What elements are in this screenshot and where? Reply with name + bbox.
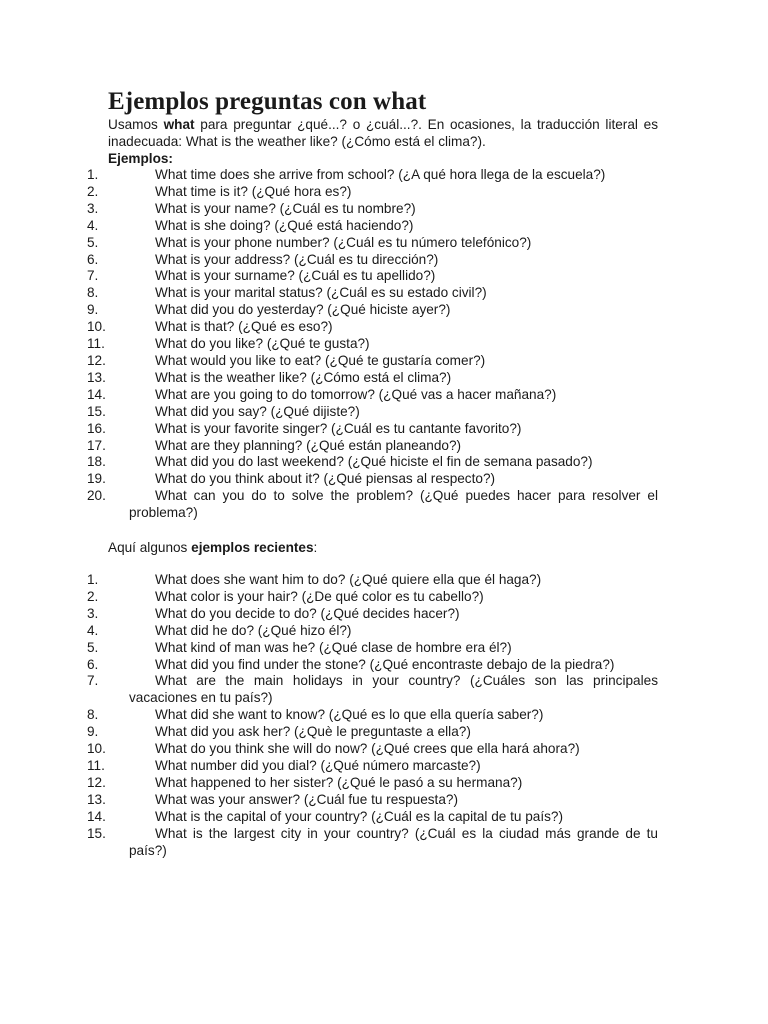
list-item <box>87 656 658 674</box>
list-item-number: 8. <box>87 707 99 723</box>
list-item-text: What did you find under the stone? (¿Qué encontraste debajo de la piedra?) <box>155 656 615 672</box>
list-item <box>87 386 658 404</box>
list-item-number: 11. <box>87 758 105 773</box>
list-item-text: What do you think about it? (¿Qué piensas al respecto?) <box>155 471 496 487</box>
intro-bold-what: what <box>163 117 195 132</box>
recent-text-start: Aquí algunos <box>108 540 192 556</box>
examples-list <box>87 167 658 522</box>
list-item-text: What is your address? (¿Cuál es tu dirección?) <box>155 251 439 267</box>
recent-text-end: : <box>313 540 318 556</box>
list-item <box>87 251 658 269</box>
list-item <box>87 639 658 657</box>
list-item <box>87 319 658 336</box>
list-item-number: 9. <box>87 302 99 318</box>
list-item-text: What do you think she will do now? (¿Qué crees que ella hará ahora?) <box>155 741 580 757</box>
list-item-text: What is the weather like? (¿Cómo está el clima?) <box>155 369 452 385</box>
list-item-number: 10. <box>87 319 106 335</box>
list-item-number: 15. <box>87 825 106 841</box>
list-item-text: What do you like? (¿Qué te gusta?) <box>155 336 370 352</box>
examples-heading: Ejemplos: <box>108 151 173 166</box>
list-item-number: 10. <box>87 741 106 757</box>
list-item-number: 13. <box>87 369 106 385</box>
list-item-number: 5. <box>87 639 99 655</box>
intro-paragraph <box>108 116 658 150</box>
list-item-text: What time is it? (¿Qué hora es?) <box>155 183 352 199</box>
recent-bold: ejemplos recientes <box>191 540 314 556</box>
list-item-number: 8. <box>87 285 99 301</box>
list-item-text: What is your favorite singer? (¿Cuál es tu cantante favorito?) <box>155 420 522 436</box>
list-item <box>87 336 658 353</box>
list-item <box>87 572 658 589</box>
list-item-text: What did you ask her? (¿Què le preguntaste a ella?) <box>155 724 471 740</box>
list-item-text: What is the capital of your country? (¿Cuál es la capital de tu país?) <box>155 808 564 824</box>
list-item <box>87 437 658 455</box>
list-item-text: What did you say? (¿Qué dijiste?) <box>155 403 360 419</box>
list-item <box>87 707 658 724</box>
list-item-number: 12. <box>87 774 106 790</box>
list-item-text: What was your answer? (¿Cuál fue tu respuesta?) <box>155 791 458 807</box>
list-item <box>87 200 658 218</box>
list-item-number: 5. <box>87 234 99 250</box>
list-item <box>87 302 658 319</box>
list-item-text: What happened to her sister? (¿Qué le pasó a su hermana?) <box>155 774 523 790</box>
list-item <box>87 352 658 370</box>
list-item <box>87 234 658 252</box>
list-item-number: 1. <box>87 167 99 182</box>
list-item-number: 6. <box>87 656 99 672</box>
list-item-text: What is your marital status? (¿Cuál es su estado civil?) <box>155 285 487 301</box>
list-item-text: What is your phone number? (¿Cuál es tu número telefónico?) <box>155 234 532 250</box>
list-item-number: 7. <box>87 268 99 284</box>
intro-text-start: Usamos <box>108 117 164 132</box>
list-item-text: What did you do yesterday? (¿Qué hiciste ayer?) <box>155 302 451 318</box>
list-item-text: What does she want him to do? (¿Qué quiere ella que él haga?) <box>155 572 542 588</box>
list-item-number: 2. <box>87 183 99 199</box>
list-item-number: 15. <box>87 403 106 419</box>
list-item <box>87 285 658 302</box>
list-item-number: 4. <box>87 622 99 638</box>
list-item-text: What did he do? (¿Qué hizo él?) <box>155 622 352 638</box>
list-item-text: What would you like to eat? (¿Qué te gustaría comer?) <box>155 352 486 368</box>
list-item-number: 6. <box>87 251 99 267</box>
list-item <box>87 454 658 471</box>
list-item <box>87 588 658 606</box>
list-item <box>87 673 658 707</box>
list-item-text: What is that? (¿Qué es eso?) <box>155 319 333 335</box>
list-item <box>87 167 658 184</box>
list-item-text: What color is your hair? (¿De qué color es tu cabello?) <box>155 588 484 604</box>
list-item-text: What is your surname? (¿Cuál es tu apellido?) <box>155 268 436 284</box>
list-item-number: 16. <box>87 420 106 436</box>
list-item-number: 18. <box>87 454 106 470</box>
list-item <box>87 758 658 775</box>
list-item-number: 12. <box>87 352 106 368</box>
list-item-number: 3. <box>87 200 99 216</box>
list-item-number: 2. <box>87 588 99 604</box>
list-item-number: 17. <box>87 437 106 453</box>
page-title: Ejemplos preguntas con what <box>108 88 427 115</box>
list-item-number: 9. <box>87 724 99 740</box>
intro-text-rest: para preguntar ¿qué...? o ¿cuál...?. En ocasiones, la traducción literal es inadecuada: What is the weather like? (¿Cómo está el clima?). <box>108 117 658 149</box>
list-item <box>87 268 658 285</box>
list-item-text: What are they planning? (¿Qué están planeando?) <box>155 437 462 453</box>
list-item-text: What time does she arrive from school? (¿A qué hora llega de la escuela?) <box>155 167 606 182</box>
list-item-text: What is the largest city in your country? (¿Cuál es la ciudad más grande de tu país?) <box>129 825 658 858</box>
list-item <box>87 825 658 860</box>
list-item <box>87 471 658 488</box>
list-item-text: What did you do last weekend? (¿Qué hiciste el fin de semana pasado?) <box>155 454 593 470</box>
list-item-text: What can you do to solve the problem? (¿Qué puedes hacer para resolver el problema?) <box>129 488 658 521</box>
list-item <box>87 403 658 421</box>
list-item-number: 4. <box>87 217 99 233</box>
list-item <box>87 791 658 809</box>
list-item <box>87 622 658 640</box>
list-item <box>87 741 658 758</box>
list-item-text: What did she want to know? (¿Qué es lo que ella quería saber?) <box>155 707 544 723</box>
list-item-number: 11. <box>87 336 105 352</box>
list-item-number: 1. <box>87 572 99 588</box>
recent-examples-list <box>87 572 658 859</box>
list-item-text: What are the main holidays in your country? (¿Cuáles son las principales vacaciones en tu país?) <box>129 673 658 706</box>
list-item-text: What is she doing? (¿Qué está haciendo?) <box>155 217 414 233</box>
list-item <box>87 605 658 623</box>
list-item-number: 7. <box>87 673 99 689</box>
list-item-number: 14. <box>87 386 106 402</box>
list-item-text: What number did you dial? (¿Qué número marcaste?) <box>155 758 481 773</box>
list-item-number: 14. <box>87 808 106 824</box>
list-item <box>87 369 658 387</box>
list-item-number: 13. <box>87 791 106 807</box>
list-item-number: 19. <box>87 471 106 487</box>
list-item-number: 3. <box>87 605 99 621</box>
list-item <box>87 420 658 438</box>
list-item <box>87 808 658 826</box>
list-item-text: What is your name? (¿Cuál es tu nombre?) <box>155 200 416 216</box>
recent-heading <box>108 539 658 556</box>
list-item-text: What are you going to do tomorrow? (¿Qué vas a hacer mañana?) <box>155 386 557 402</box>
list-item <box>87 183 658 201</box>
list-item <box>87 488 658 522</box>
list-item <box>87 724 658 741</box>
list-item-text: What do you decide to do? (¿Qué decides hacer?) <box>155 605 460 621</box>
list-item <box>87 217 658 235</box>
list-item-number: 20. <box>87 488 106 504</box>
list-item-text: What kind of man was he? (¿Qué clase de hombre era él?) <box>155 639 512 655</box>
list-item <box>87 774 658 792</box>
